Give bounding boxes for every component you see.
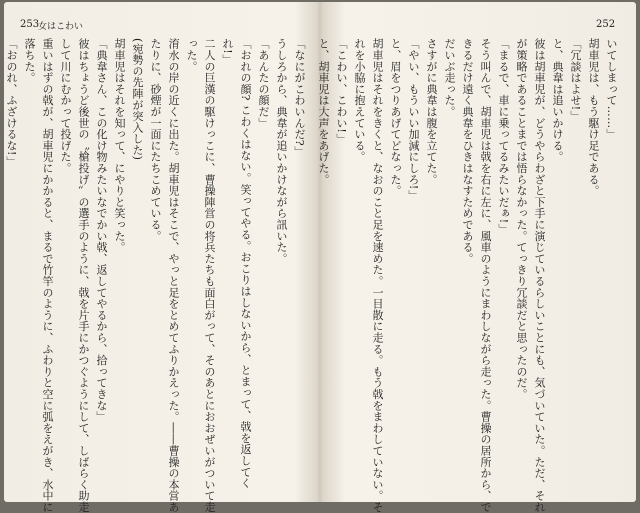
text-line: そう叫んで、胡車児は戟を右に左に、風車のようにまわしながら走った。曹操の居所から、で — [479, 38, 492, 513]
text-line: 胡車児は、もう駆け足である。 — [587, 38, 600, 197]
running-title: 女はこわい — [38, 22, 84, 32]
text-line: った。 — [185, 38, 198, 72]
text-line: 「こわい、こわい!」 — [335, 38, 348, 145]
text-line: して川にむかって投げた。 — [59, 38, 72, 174]
text-line: 「おれの顔? こわくはない。笑ってやる。おこりはしないから、とまって、戟を返してく — [239, 38, 252, 489]
text-line: だいぶ走った。 — [443, 38, 456, 118]
text-line: 胡車児はそれをきくと、なおのこと足を速めた。一目散に走る。もう戟をまわしていない。そ — [371, 38, 384, 513]
left-page-number: 253 — [20, 19, 40, 30]
text-line: うしろから、典韋が追いかけながら訊いた。 — [275, 38, 288, 264]
text-line: 「なにがこわいんだ?」 — [293, 38, 306, 158]
text-line: と、胡車児は大声をあげた。 — [317, 38, 330, 185]
text-line: 「典韋さん、この化け物みたいなでかい戟、返してやるから、拾ってきな」 — [95, 38, 108, 423]
text-line: 「あんたの顔だ」 — [257, 38, 270, 129]
text-line: たりに、砂煙が一面にたちこめている。 — [149, 38, 162, 242]
text-line: 彼はちょうど後世の〝槍投げ〟の選手のように、戟を片手にかつぐようにして、しばらく助走 — [77, 38, 90, 513]
text-line: 「おのれ、ふざけるな!」 — [5, 38, 18, 168]
right-page-number: 252 — [596, 19, 616, 30]
text-line: と、眉をつりあげてどなった。 — [389, 38, 402, 197]
text-line: 二人の巨漢の駆けっこに、曹操陣営の将兵たちも面白がって、そのあとにおおぜいがついて走 — [203, 38, 216, 513]
book-spread — [4, 2, 636, 513]
left-page-text — [5, 38, 308, 513]
text-line: 「やい、もういい加減にしろ!」 — [407, 38, 420, 201]
text-line: が策略であることまでは悟らなかった。てっきり冗談だと思ったのだ。 — [515, 38, 528, 400]
text-line: れを小脇に抱えている。 — [353, 38, 366, 163]
text-line: と、典韋は追いかける。 — [551, 38, 564, 163]
text-line: さすがに典韋は腹を立てた。 — [425, 38, 438, 185]
text-line: (宛勢の先陣が突入した) — [131, 38, 144, 161]
right-page — [317, 2, 636, 513]
text-line: 「まるで、車に乗ってるみたいだぁ!」 — [497, 38, 510, 235]
text-line: 彼は胡車児が、どうやらわざと下手に演じているらしいことにも、気づいていた。ただ、それ — [533, 38, 546, 513]
text-line: 重いはずの戟が、胡車児にかかると、まるで竹竿のように、ふわりと空に弧をえがき、水中に — [41, 38, 54, 513]
text-line: いてしまって……」 — [605, 38, 618, 140]
text-line: 「冗談はよせ!」 — [569, 38, 582, 122]
text-line: きるだけ遠く典韋をひきはなすためである。 — [461, 38, 474, 264]
left-page — [4, 2, 320, 513]
text-line: 落ちた。 — [23, 38, 36, 84]
text-line: れ!」 — [221, 38, 234, 66]
right-page-text — [317, 38, 620, 513]
text-line: 胡車児はそれを知って、にやりと笑った。 — [113, 38, 126, 253]
text-line: 淯水の岸の近くに出た。胡車児はそこで、やっと足をとめてふりかえった。――曹操の本営あ — [167, 38, 180, 513]
